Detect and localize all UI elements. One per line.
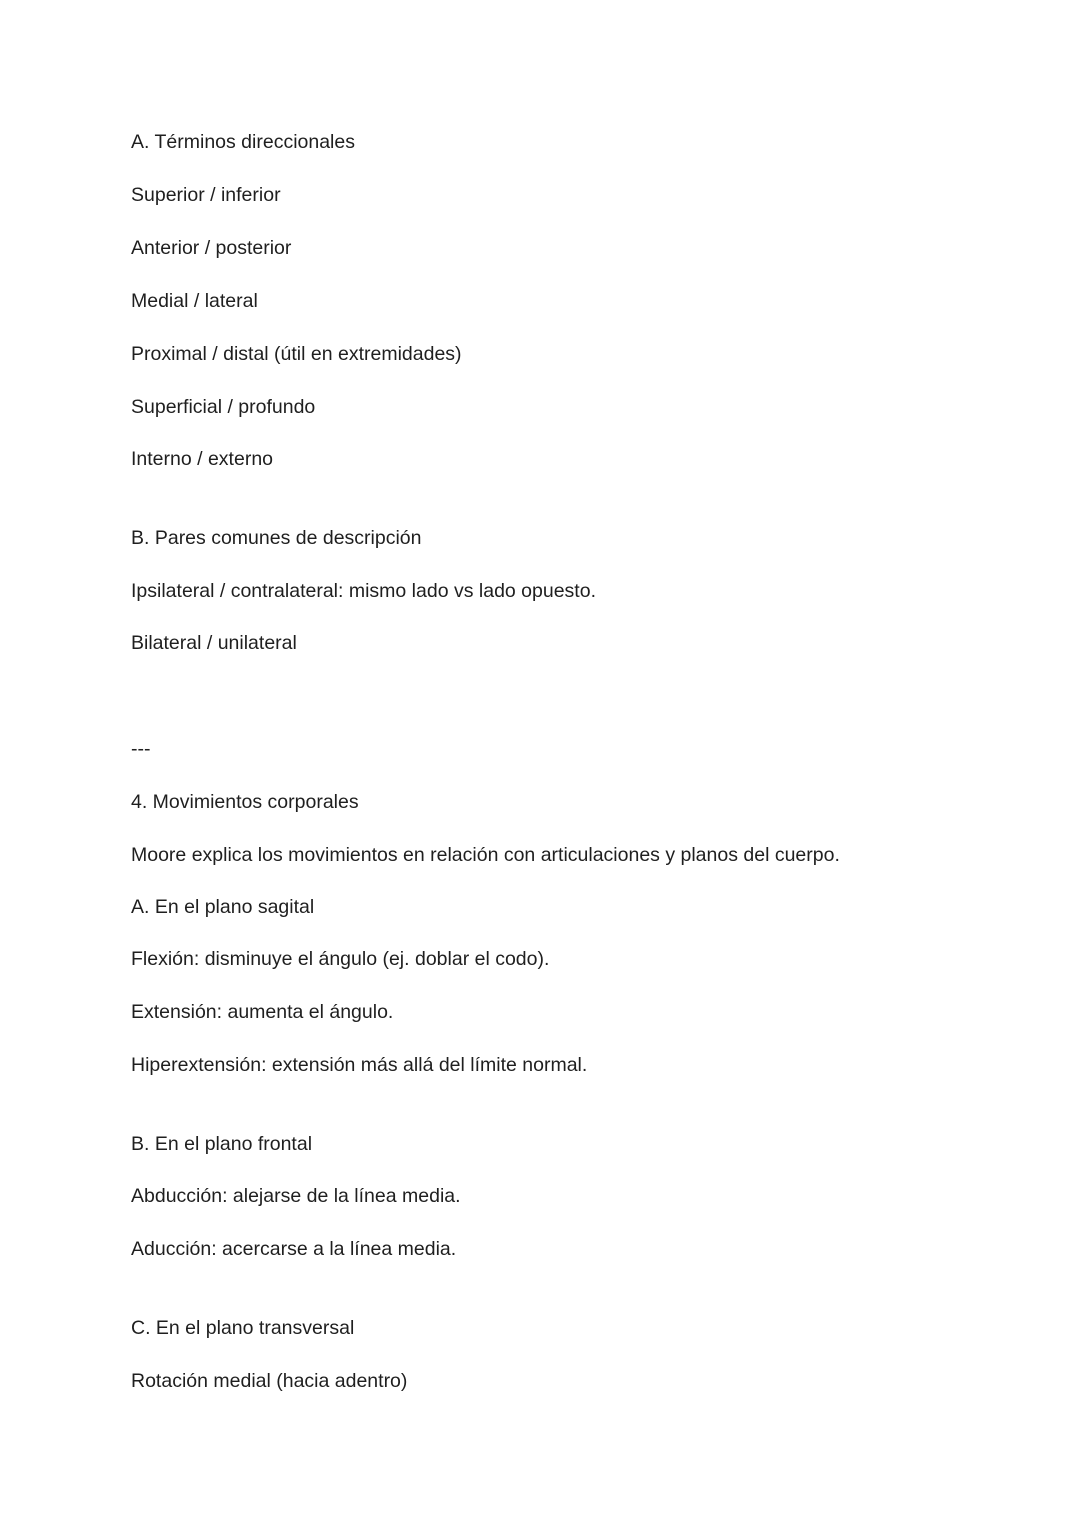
section-heading-sagittal-plane: A. En el plano sagital [131,896,315,918]
text-line: Ipsilateral / contralateral: mismo lado vs lado opuesto. [131,580,596,602]
text-line: Medial / lateral [131,290,258,312]
text-line: Moore explica los movimientos en relación con articulaciones y planos del cuerpo. [131,844,840,866]
section-heading-description-pairs: B. Pares comunes de descripción [131,527,422,549]
text-line: Abducción: alejarse de la línea media. [131,1185,461,1207]
text-line: Interno / externo [131,448,274,470]
separator-text: --- [131,738,151,760]
text-line: Hiperextensión: extensión más allá del límite normal. [131,1054,588,1076]
section-heading-frontal-plane: B. En el plano frontal [131,1133,313,1155]
text-line: Superior / inferior [131,184,281,206]
section-heading-directional-terms: A. Términos direccionales [131,131,355,153]
text-line: Aducción: acercarse a la línea media. [131,1238,457,1260]
section-heading-transverse-plane: C. En el plano transversal [131,1317,355,1339]
text-line: Extensión: aumenta el ángulo. [131,1001,394,1023]
section-heading-body-movements: 4. Movimientos corporales [131,791,359,813]
text-line: Anterior / posterior [131,237,292,259]
text-line: Rotación medial (hacia adentro) [131,1370,408,1392]
text-line: Proximal / distal (útil en extremidades) [131,343,462,365]
text-line: Flexión: disminuye el ángulo (ej. doblar el codo). [131,948,550,970]
text-line: Bilateral / unilateral [131,632,297,654]
text-line: Superficial / profundo [131,396,316,418]
